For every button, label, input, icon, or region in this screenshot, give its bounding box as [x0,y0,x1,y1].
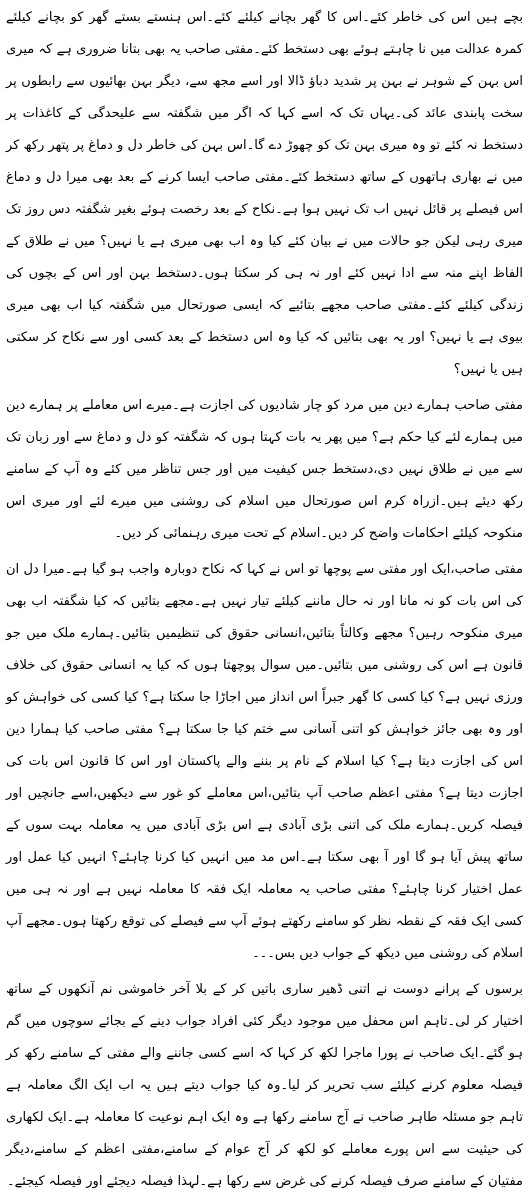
paragraph-2: مفتی صاحب ہمارے دین میں مرد کو چار شادیوں کی اجازت ہے۔میرے اس معاملے پر ہمارے دین میں ہمارے لئے کیا حکم ہے؟ میں پھر یہ بات کہتا ہوں کہ شگفتہ کو دل و دماغ سے اور زبان تک سے میں نے طلاق نہیں دی،دستخط جس کیفیت میں اور جس تناظر میں کئے وہ آپ کے سامنے رکھ دیئے ہیں۔ازراہ کرم اس صورتحال میں اسلام کی روشنی میں میرے لئے اور میری اس منکوحہ کیلئے احکامات واضح کر دیں۔اسلام کے تحت میری رہنمائی کر دیں۔ [6,398,523,541]
paragraph-4: برسوں کے پرانے دوست نے اتنی ڈھیر ساری باتیں کر کے بلا آخر خاموشی نم آنکھوں کے ساتھ اختیار کر لی۔تاہم اس محفل میں موجود دیگر کئی افراد جواب دینے کے بجائے سوچوں میں گم ہو گئے۔ایک صاحب نے پورا ماجرا لکھ کر کہا کہ اسے کسی جاننے والے مفتی کے سامنے رکھ کر فیصلہ معلوم کرنے کیلئے سب تحریر کر لیا۔وہ کیا جواب دیتے ہیں یہ اب ایک الگ معاملہ ہے تاہم جو مسئلہ طاہر صاحب نے آج سامنے رکھا ہے وہ ایک اہم نوعیت کا معاملہ ہے۔ایک لکھاری کی حیثیت سے اس پورے معاملے کو لکھ کر آج عوام کے سامنے،مفتی اعظم کے سامنے،دیگر مفتیان کے سامنے صرف فیصلہ کرنے کی غرض سے رکھا ہے۔لہذا فیصلہ دیجئے اور فیصلہ کیجئے۔ [6,982,523,1189]
paragraph-1: بچے ہیں اس کی خاطر کئے۔اس کا گھر بچانے کیلئے کئے۔اس ہنستے بستے گھر کو بچانے کیلئے کمرہ عدالت میں نا چاہتے ہوئے بھی دستخط کئے۔مفتی صاحب یہ بھی بتانا ضروری ہے کہ میری اس بہن کے شوہر نے بہن پر شدید دباؤ ڈالا اور اسے مجھ سے، دیگر بہن بھائیوں سے رابطوں پر سخت پابندی عائد کی۔یہاں تک کہ اسے کہا کہ اگر میں شگفتہ سے علیحدگی کے کاغذات پر دستخط نہ کئے تو وہ میری بہن تک کو چھوڑ دے گا۔اس بہن کی خاطر دل و دماغ پر پتھر رکھ کر میں نے بھاری ہاتھوں کے ساتھ دستخط کئے۔مفتی صاحب ایسا کرنے کے بعد بھی میرا دل و دماغ اس فیصلے پر قائل نہیں اب تک نہیں ہوا ہے۔نکاح کے بعد رخصت ہوئے بغیر شگفتہ دس روز تک میری رہی لیکن جو حالات میں نے بیان کئے کیا وہ اب بھی میری ہے یا نہیں؟ میں نے طلاق کے الفاظ اپنے منہ سے ادا نہیں کئے اور نہ ہی کر سکتا ہوں۔دستخط بہن اور اس کے بچوں کی زندگی کیلئے کئے۔مفتی صاحب مجھے بتائیے کہ ایسی صورتحال میں شگفتہ کیا اب بھی میری بیوی ہے یا نہیں؟ اور یہ بھی بتائیں کہ کیا وہ اس دستخط کے بعد کسی اور سے نکاح کر سکتی ہیں یا نہیں؟ [6,10,523,377]
paragraph-3: مفتی صاحب،ایک اور مفتی سے پوچھا تو اس نے کہا کہ نکاح دوبارہ واجب ہو گیا ہے۔میرا دل ان کی اس بات کو نہ مانا اور نہ حال ماننے کیلئے تیار نہیں ہے۔مجھے بتائیں کہ کیا شگفتہ اب بھی میری منکوحہ رہیں؟ مجھے وکالتاً بتائیں،انسانی حقوق کی تنظیمیں بتائیں۔ہمارے ملک میں جو قانون ہے اس کی روشنی میں بتائیں۔میں سوال پوچھتا ہوں کہ کیا یہ انسانی حقوق کی خلاف ورزی نہیں ہے؟ کیا کسی کا گھر جبراً اس انداز میں اجاڑا جا سکتا ہے؟ کیا کسی کی خواہش کو اور وہ بھی جائز خواہش کو اتنی آسانی سے ختم کیا جا سکتا ہے؟ مفتی صاحب کیا ہمارا دین اس کی اجازت دیتا ہے؟ کیا اسلام کے نام پر بننے والے پاکستان اور اس کا قانون اس بات کی اجازت دیتا ہے؟ مفتی اعظم صاحب آپ بتائیں،اس معاملے کو غور سے دیکھیں،اسے جانچیں اور فیصلہ کریں۔ہمارے ملک کی اتنی بڑی آبادی ہے اس بڑی آبادی میں یہ معاملہ بہت سوں کے ساتھ پیش آیا ہو گا اور آ بھی سکتا ہے۔اس مد میں انہیں کیا کرنا چاہئے؟ انہیں کیا عمل اور عمل اختیار کرنا چاہئے؟ مفتی صاحب یہ معاملہ ایک فقہ کا معاملہ نہیں ہے اور نہ ہی میں کسی ایک فقہ کے نقطہ نظر کو سامنے رکھتے ہوئے آپ سے فیصلے کی توقع رکھتا ہوں۔مجھے آپ اسلام کی روشنی میں دیکھ کے جواب دیں بس۔۔۔ [6,562,523,961]
